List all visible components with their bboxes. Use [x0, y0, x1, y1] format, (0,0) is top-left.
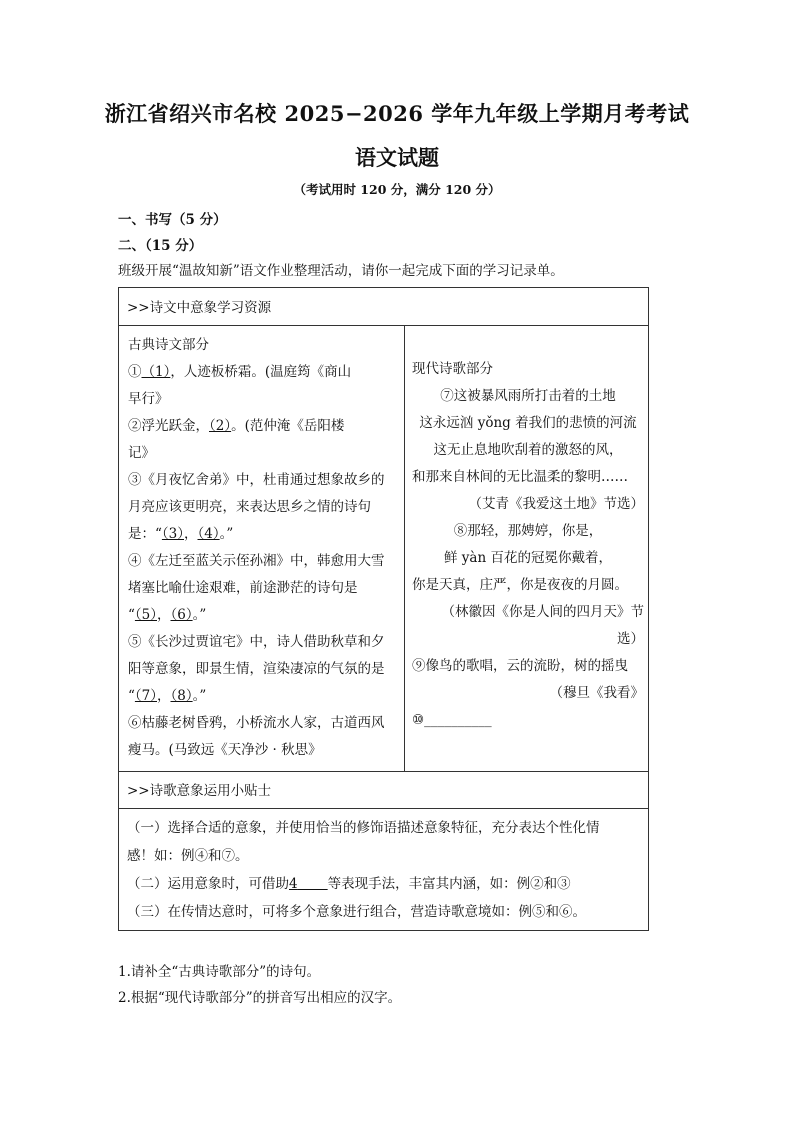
classical-item-1: ①（1），人迹板桥霜。(温庭筠《商山 — [128, 364, 352, 380]
exam-title: 浙江省绍兴市名校 2025−2026 学年九年级上学期月考考试 — [104, 101, 690, 126]
blank-4[interactable]: （4） — [197, 526, 220, 542]
modern-source: （穆旦《我看》 — [549, 685, 644, 701]
classical-title: 古典诗文部分 — [128, 337, 209, 353]
modern-line: ⑨像鸟的歌唱，云的流盼，树的摇曳 — [412, 658, 628, 674]
classical-item-2-cont: 记》 — [128, 445, 155, 461]
table-divider — [119, 808, 648, 809]
classical-item-4: ④《左迁至蓝关示侄孙湘》中，韩愈用大雪 — [128, 553, 385, 569]
modern-line: 你是天真，庄严，你是夜夜的月圆。 — [412, 577, 628, 593]
modern-line: 鲜 yàn 百花的冠冕你戴着， — [444, 550, 612, 566]
modern-line: ⑦这被暴风雨所打击着的土地 — [440, 388, 616, 404]
blank-2[interactable]: （2） — [209, 418, 232, 434]
classical-item-5: ⑤《长沙过贾谊宅》中，诗人借助秋草和夕 — [128, 634, 385, 650]
classical-item-1-cont: 早行》 — [128, 391, 169, 407]
table-divider — [119, 325, 648, 326]
classical-item-5-blanks: “（7），（8）。” — [128, 688, 207, 704]
question-2: 2.根据“现代诗歌部分”的拼音写出相应的汉字。 — [118, 990, 402, 1006]
classical-item-6: ⑥枯藤老树昏鸦，小桥流水人家，古道西风 — [128, 715, 385, 731]
modern-item-10: ⑩__________ — [412, 712, 492, 728]
tip-1-cont: 感！如：例④和⑦。 — [127, 848, 249, 864]
classical-item-3: ③《月夜忆舍弟》中，杜甫通过想象故乡的 — [128, 472, 385, 488]
resources-title: >>诗文中意象学习资源 — [127, 300, 272, 316]
blank-1[interactable]: （1） — [141, 364, 171, 380]
modern-line: 这永远汹 yǒng 着我们的悲愤的河流 — [419, 415, 637, 431]
classical-item-5-cont: 阳等意象，即景生情，渲染凄凉的气氛的是 — [128, 661, 385, 677]
section-2-intro: 班级开展“温故知新”语文作业整理活动，请你一起完成下面的学习记录单。 — [118, 263, 564, 279]
blank-tip-4[interactable]: 4 — [289, 876, 298, 892]
exam-subtitle: （考试用时 120 分，满分 120 分） — [293, 182, 501, 197]
modern-line: ⑧那轻，那娉婷，你是， — [453, 523, 603, 539]
blank-8[interactable]: （8） — [170, 688, 193, 704]
classical-item-4-blanks: “（5），（6）。” — [128, 607, 207, 623]
modern-source: （林徽因《你是人间的四月天》节 — [441, 604, 644, 620]
subject-title: 语文试题 — [355, 145, 439, 170]
classical-poetry-section — [128, 332, 398, 764]
modern-title: 现代诗歌部分 — [412, 361, 493, 377]
table-divider — [119, 771, 648, 772]
modern-poetry-section — [412, 356, 644, 734]
classical-item-3-blanks: 是：“（3），（4）。” — [128, 526, 234, 542]
blank-10[interactable]: __________ — [424, 712, 492, 728]
tips-title: >>诗歌意象运用小贴士 — [127, 783, 272, 799]
blank-6[interactable]: （6） — [170, 607, 193, 623]
section-2-heading: 二、（15 分） — [118, 238, 203, 254]
study-record-table — [118, 287, 649, 931]
blank-7[interactable]: （7） — [134, 688, 157, 704]
modern-line: 和那来自林间的无比温柔的黎明…… — [412, 469, 628, 485]
tip-3: （三）在传情达意时，可将多个意象进行组合，营造诗歌意境如：例⑤和⑥。 — [127, 904, 586, 920]
tips-content — [127, 814, 639, 926]
section-1-heading: 一、书写（5 分） — [118, 212, 227, 228]
blank-3[interactable]: （3） — [161, 526, 184, 542]
tip-1: （一）选择合适的意象，并使用恰当的修饰语描述意象特征，充分表达个性化情 — [127, 820, 600, 836]
question-1: 1.请补全“古典诗歌部分”的诗句。 — [118, 964, 321, 980]
column-divider — [404, 325, 405, 771]
classical-item-3-cont: 月亮应该更明亮，来表达思乡之情的诗句 — [128, 499, 371, 515]
classical-item-4-cont: 堵塞比喻仕途艰难，前途渺茫的诗句是 — [128, 580, 358, 596]
modern-source: （艾青《我爱这土地》节选） — [468, 496, 644, 512]
blank-5[interactable]: （5） — [134, 607, 157, 623]
tip-2: （二）运用意象时，可借助4 等表现手法，丰富其内涵，如：例②和③ — [127, 876, 571, 892]
modern-source-cont: 选） — [617, 631, 644, 647]
classical-item-6-cont: 瘦马。(马致远《天净沙 · 秋思》 — [128, 742, 322, 758]
modern-line: 这无止息地吹刮着的激怒的风， — [433, 442, 623, 458]
classical-item-2: ②浮光跃金，（2）。(范仲淹《岳阳楼 — [128, 418, 345, 434]
